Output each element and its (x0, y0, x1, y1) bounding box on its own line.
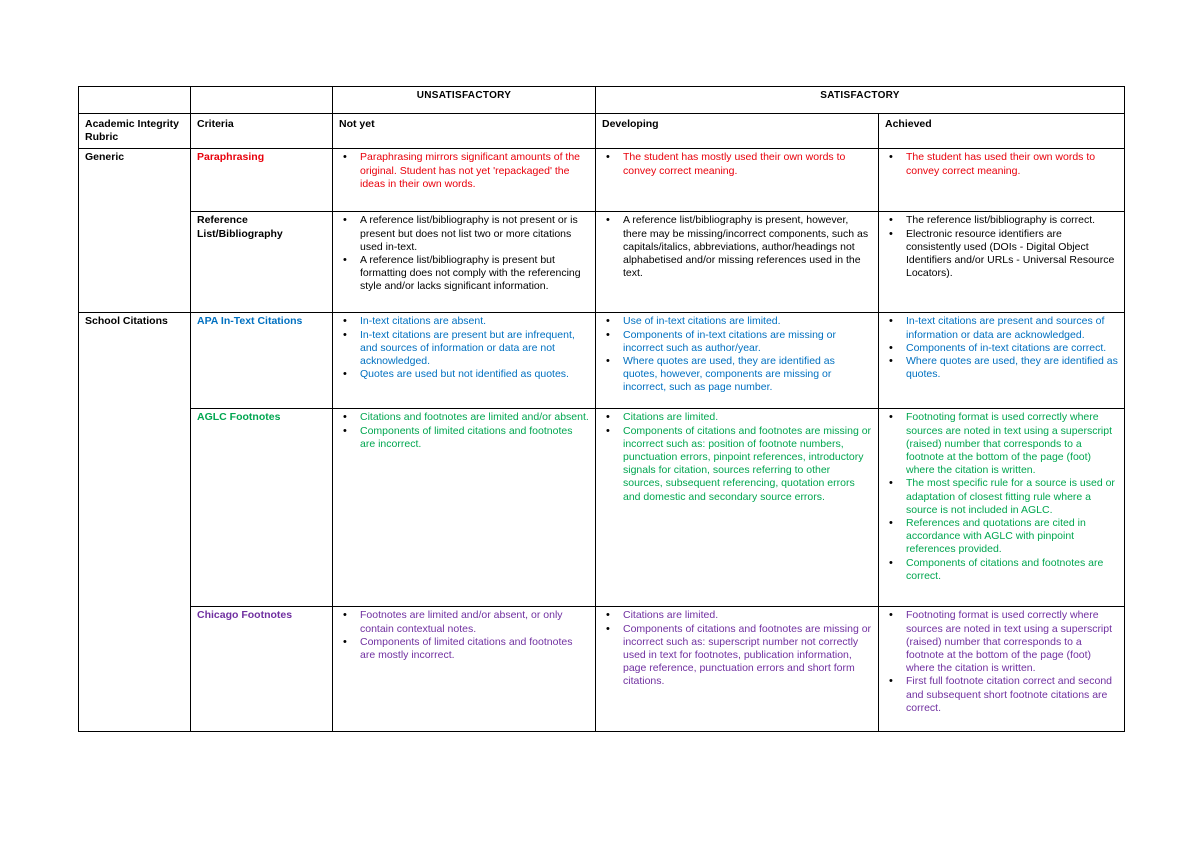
criteria-chicago: Chicago Footnotes (191, 607, 333, 732)
header-empty-cell-2 (191, 87, 333, 114)
bullet-item: • Citations are limited. (623, 609, 872, 622)
bullet-list (885, 411, 1118, 583)
developing-heading: Developing (596, 114, 879, 149)
bullet-item: • Components of in-text citations are correct. (906, 342, 1118, 355)
category-school-citations: School Citations (79, 313, 191, 732)
header-satisfactory: SATISFACTORY (596, 87, 1125, 114)
reference-achieved (879, 212, 1125, 313)
chicago-not-yet (333, 607, 596, 732)
bullet-item: • The most specific rule for a source is used or adaptation of closest fitting rule where a source is not included in AGLC. (906, 477, 1118, 517)
row-chicago-footnotes (79, 607, 1125, 732)
header-unsatisfactory: UNSATISFACTORY (333, 87, 596, 114)
bullet-item: • Components of citations and footnotes are correct. (906, 557, 1118, 583)
achieved-heading: Achieved (879, 114, 1125, 149)
bullet-list (602, 609, 872, 688)
reference-not-yet (333, 212, 596, 313)
criteria-heading: Criteria (191, 114, 333, 149)
reference-developing (596, 212, 879, 313)
bullet-item: • Electronic resource identifiers are consistently used (DOIs - Digital Object Identifiers and/or URLs - Universal Resource Locators). (906, 228, 1118, 281)
criteria-reference-list: Reference List/Bibliography (191, 212, 333, 313)
bullet-item: • Where quotes are used, they are identified as quotes, however, components are missing or incorrect, such as page number. (623, 355, 872, 395)
bullet-list (339, 214, 589, 293)
bullet-item: • Footnotes are limited and/or absent, or only contain contextual notes. (360, 609, 589, 635)
category-generic: Generic (79, 149, 191, 313)
criteria-paraphrasing: Paraphrasing (191, 149, 333, 212)
bullet-item: • Components of limited citations and footnotes are incorrect. (360, 425, 589, 451)
bullet-item: • References and quotations are cited in accordance with AGLC with pinpoint references provided. (906, 517, 1118, 557)
header-row-ratings (79, 87, 1125, 114)
paraphrasing-achieved (879, 149, 1125, 212)
bullet-item: • In-text citations are present and sources of information or data are acknowledged. (906, 315, 1118, 341)
bullet-list (885, 214, 1118, 280)
bullet-list (885, 315, 1118, 381)
chicago-developing (596, 607, 879, 732)
row-paraphrasing (79, 149, 1125, 212)
bullet-list (602, 315, 872, 394)
bullet-item: • Use of in-text citations are limited. (623, 315, 872, 328)
bullet-item: • Footnoting format is used correctly where sources are noted in text using a superscript (raised) number that corresponds to a footnote at the bottom of the page (foot) where the citation is written. (906, 609, 1118, 675)
apa-achieved (879, 313, 1125, 409)
bullet-item: • Components of limited citations and footnotes are mostly incorrect. (360, 636, 589, 662)
row-apa-in-text (79, 313, 1125, 409)
bullet-item: • A reference list/bibliography is present, however, there may be missing/incorrect components, such as capitals/italics, abbreviations, author/headings not alphabetised and/or missing references used in the text. (623, 214, 872, 280)
bullet-item: • In-text citations are present but are infrequent, and sources of information or data are not acknowledged. (360, 329, 589, 369)
academic-integrity-rubric-table (78, 86, 1125, 732)
aglc-achieved (879, 409, 1125, 607)
bullet-list (602, 411, 872, 503)
paraphrasing-developing (596, 149, 879, 212)
bullet-item: • Components of citations and footnotes are missing or incorrect such as: position of footnote numbers, punctuation errors, pinpoint references, introductory signals for citation, sources referring to other sources, subsequent referencing, quotation errors and domestic and secondary source errors. (623, 425, 872, 504)
bullet-item: • In-text citations are absent. (360, 315, 589, 328)
not-yet-heading: Not yet (333, 114, 596, 149)
bullet-list (339, 609, 589, 662)
bullet-list (339, 411, 589, 451)
bullet-list (602, 214, 872, 280)
bullet-list (339, 315, 589, 381)
bullet-item: • The student has used their own words to convey correct meaning. (906, 151, 1118, 177)
bullet-item: • Footnoting format is used correctly where sources are noted in text using a superscript (raised) number that corresponds to a footnote at the bottom of the page (foot) where the citation is written. (906, 411, 1118, 477)
bullet-item: • The student has mostly used their own words to convey correct meaning. (623, 151, 872, 177)
bullet-list (885, 609, 1118, 715)
apa-not-yet (333, 313, 596, 409)
paraphrasing-not-yet (333, 149, 596, 212)
bullet-list (885, 151, 1118, 177)
aglc-not-yet (333, 409, 596, 607)
bullet-item: • Where quotes are used, they are identified as quotes. (906, 355, 1118, 381)
chicago-achieved (879, 607, 1125, 732)
bullet-item: • A reference list/bibliography is present but formatting does not comply with the referencing style and/or lacks significant information. (360, 254, 589, 294)
header-row-levels (79, 114, 1125, 149)
bullet-item: • Paraphrasing mirrors significant amounts of the original. Student has not yet 'repackaged' the ideas in their own words. (360, 151, 589, 191)
criteria-apa: APA In-Text Citations (191, 313, 333, 409)
bullet-item: • Citations are limited. (623, 411, 872, 424)
bullet-list (602, 151, 872, 177)
row-aglc-footnotes (79, 409, 1125, 607)
bullet-item: • The reference list/bibliography is correct. (906, 214, 1118, 227)
bullet-item: • Components of citations and footnotes are missing or incorrect such as: superscript number not correctly used in text for footnotes, publication information, page reference, punctuation errors and short form citations. (623, 623, 872, 689)
row-reference-list (79, 212, 1125, 313)
bullet-item: • Quotes are used but not identified as quotes. (360, 368, 589, 381)
criteria-aglc: AGLC Footnotes (191, 409, 333, 607)
apa-developing (596, 313, 879, 409)
bullet-item: • A reference list/bibliography is not present or is present but does not list two or more citations used in-text. (360, 214, 589, 254)
bullet-item: • First full footnote citation correct and second and subsequent short footnote citations are correct. (906, 675, 1118, 715)
rubric-title: Academic Integrity Rubric (79, 114, 191, 149)
bullet-item: • Citations and footnotes are limited and/or absent. (360, 411, 589, 424)
bullet-item: • Components of in-text citations are missing or incorrect such as author/year. (623, 329, 872, 355)
aglc-developing (596, 409, 879, 607)
header-empty-cell-1 (79, 87, 191, 114)
bullet-list (339, 151, 589, 191)
